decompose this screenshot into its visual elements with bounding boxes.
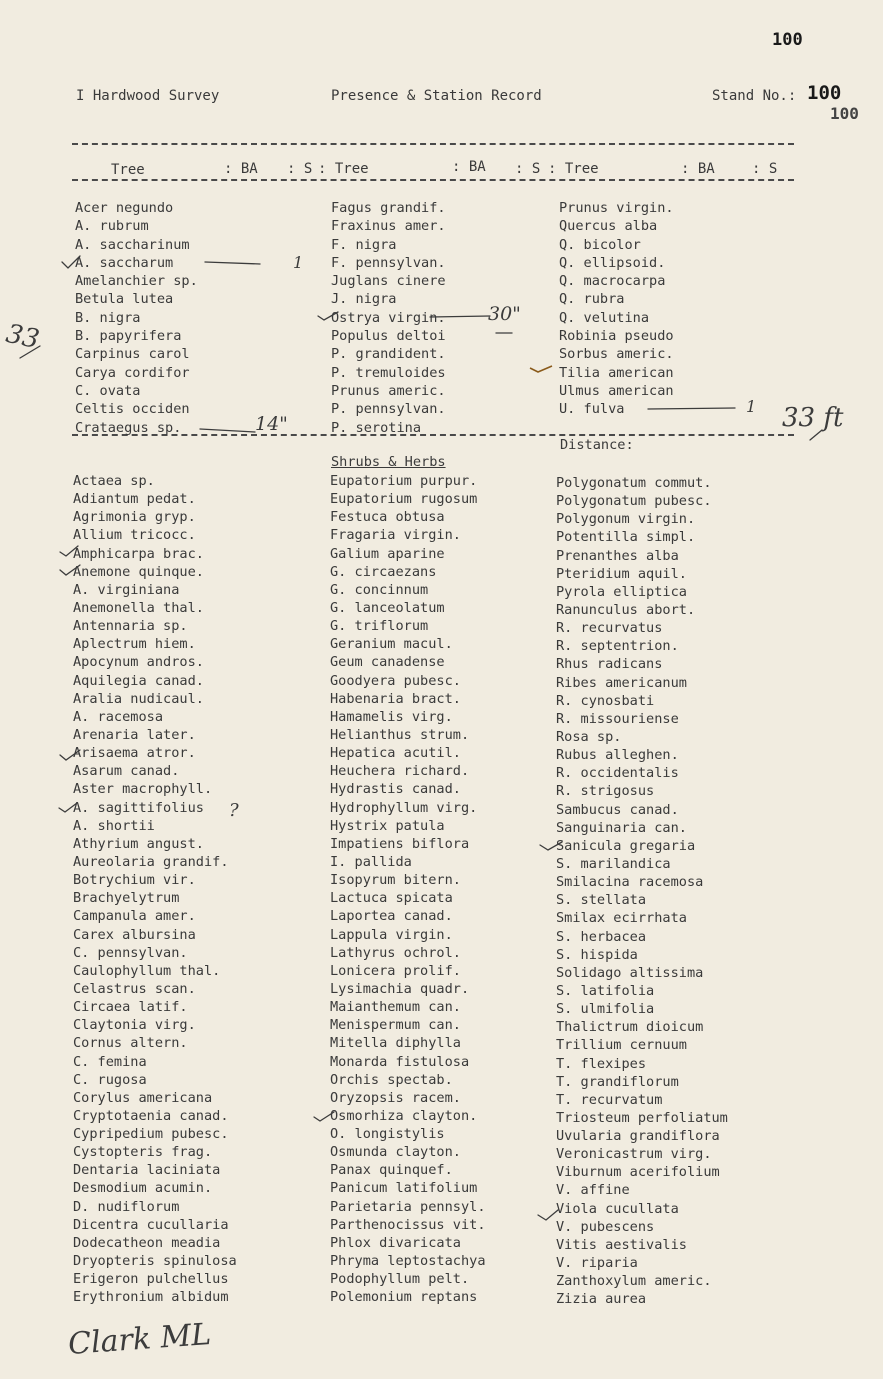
list-item: A. rubrum [75, 218, 149, 235]
list-item: Parthenocissus vit. [330, 1216, 486, 1233]
stamp-number-top: 100 [772, 30, 803, 50]
herb-column-1 [73, 472, 237, 1306]
list-item: C. femina [73, 1053, 147, 1070]
list-item: Phryma leptostachya [330, 1253, 486, 1270]
list-item: Phlox divaricata [330, 1234, 461, 1251]
list-item: Allium tricocc. [73, 527, 196, 544]
list-item: Viola cucullata [556, 1200, 679, 1217]
col-head-ba-1: : BA [224, 161, 258, 177]
list-item: Triosteum perfoliatum [556, 1109, 728, 1126]
list-item: Maianthemum can. [330, 999, 461, 1016]
list-item: Lathyrus ochrol. [330, 944, 461, 961]
list-item: Parietaria pennsyl. [330, 1198, 486, 1215]
list-item: F. nigra [331, 236, 397, 253]
list-item: Polemonium reptans [330, 1289, 478, 1306]
list-item: Acer negundo [75, 200, 174, 216]
list-item: Viburnum acerifolium [556, 1164, 720, 1181]
list-item: Aureolaria grandif. [73, 853, 229, 870]
list-item: Q. bicolor [559, 236, 641, 253]
list-item: Potentilla simpl. [556, 529, 696, 546]
col-head-tree-2: : Tree [318, 161, 369, 177]
ulmus-mark: 1 [746, 397, 757, 416]
list-item: D. nudiflorum [73, 1198, 180, 1215]
list-item: Dentaria laciniata [73, 1162, 221, 1179]
list-item: C. rugosa [73, 1071, 147, 1088]
distance-value: 33 ft [782, 403, 844, 433]
list-item: Hydrophyllum virg. [330, 799, 478, 816]
list-item: Cornus altern. [73, 1035, 188, 1052]
check-mark [538, 1210, 558, 1220]
list-item: G. lanceolatum [330, 599, 445, 616]
list-item: Sambucus canad. [556, 801, 679, 818]
col-head-ba-2: : BA [452, 159, 486, 175]
list-item: Hystrix patula [330, 817, 445, 834]
list-item: Festuca obtusa [330, 509, 445, 526]
list-item: Mitella diphylla [330, 1035, 461, 1052]
list-item: P. grandident. [331, 346, 446, 363]
col-head-tree-3: : Tree [548, 161, 599, 177]
list-item: Amelanchier sp. [75, 273, 198, 290]
list-item: Quercus alba [559, 218, 658, 235]
list-item: Podophyllum pelt. [330, 1271, 470, 1288]
signature: Clark ML [66, 1317, 213, 1362]
list-item: G. circaezans [330, 563, 437, 580]
list-item: Pteridium aquil. [556, 565, 687, 582]
list-item: S. ulmifolia [556, 1001, 655, 1018]
list-item: Ostrya virgin. [331, 309, 446, 326]
list-item: J. nigra [331, 291, 397, 308]
list-item: Celtis occiden [75, 401, 190, 418]
list-item: Q. macrocarpa [559, 273, 666, 290]
list-item: T. flexipes [556, 1055, 647, 1072]
list-item: Sanicula gregaria [556, 837, 696, 854]
stamp-number-right: 100 [830, 104, 859, 123]
list-item: Menispermum can. [330, 1017, 461, 1034]
list-item: Dodecatheon meadia [73, 1234, 221, 1251]
list-item: A. saccharinum [75, 236, 190, 253]
herb-column-2 [330, 472, 486, 1306]
list-item: Fagus grandif. [331, 200, 446, 216]
list-item: Panicum latifolium [330, 1180, 478, 1197]
list-item: Tilia american [559, 364, 674, 381]
stand-label: Stand No.: [712, 88, 797, 104]
survey-title: I Hardwood Survey [76, 88, 220, 104]
record-title: Presence & Station Record [331, 88, 542, 104]
list-item: O. longistylis [330, 1126, 445, 1143]
list-item: B. nigra [75, 309, 141, 326]
list-item: S. marilandica [556, 855, 671, 872]
list-item: T. grandiflorum [556, 1073, 679, 1090]
list-item: Thalictrum dioicum [556, 1019, 704, 1036]
list-item: Juglans cinere [331, 273, 446, 290]
list-item: Anemone quinque. [73, 563, 204, 580]
list-item: Lysimachia quadr. [330, 980, 470, 997]
list-item: A. sagittifolius [73, 799, 204, 816]
list-item: Aster macrophyll. [73, 781, 213, 798]
rule-column-header [72, 179, 794, 181]
list-item: V. affine [556, 1182, 630, 1199]
list-item: Smilacina racemosa [556, 874, 704, 891]
margin-number: 33 [3, 318, 42, 356]
list-item: Actaea sp. [73, 473, 155, 489]
list-item: Ribes americanum [556, 674, 687, 691]
ostrya-dbh: 30" [488, 303, 521, 325]
list-item: Osmunda clayton. [330, 1144, 461, 1161]
tree-column-3 [559, 199, 674, 419]
list-item: R. septentrion. [556, 638, 679, 655]
list-item: Amphicarpa brac. [73, 545, 204, 562]
rule-top [72, 143, 794, 145]
list-item: Geum canadense [330, 654, 445, 671]
list-item: G. triflorum [330, 618, 429, 635]
list-item: B. papyrifera [75, 328, 182, 345]
list-item: Prunus americ. [331, 382, 446, 399]
list-item: Aplectrum hiem. [73, 636, 196, 653]
list-item: Corylus americana [73, 1089, 213, 1106]
list-item: R. recurvatus [556, 620, 663, 637]
list-item: Erythronium albidum [73, 1289, 229, 1306]
tree-column-2 [331, 199, 446, 437]
list-item: Lonicera prolif. [330, 962, 461, 979]
list-item: S. stellata [556, 892, 647, 909]
list-item: Lactuca spicata [330, 890, 453, 907]
crataegus-dbh: 14" [255, 413, 288, 435]
list-item: R. occidentalis [556, 765, 679, 782]
list-item: Q. ellipsoid. [559, 254, 666, 271]
list-item: A. virginiana [73, 581, 180, 598]
list-item: Rhus radicans [556, 656, 663, 673]
list-item: Asarum canad. [73, 763, 180, 780]
saccharum-mark: 1 [293, 253, 304, 272]
list-item: A. shortii [73, 817, 155, 834]
check-mark [530, 366, 552, 372]
list-item: Impatiens biflora [330, 835, 470, 852]
list-item: Heuchera richard. [330, 763, 470, 780]
list-item: Fraxinus amer. [331, 218, 446, 235]
list-item: Robinia pseudo [559, 328, 674, 345]
list-item: Erigeron pulchellus [73, 1271, 229, 1288]
list-item: A. racemosa [73, 708, 164, 725]
col-head-tree-1: Tree [111, 162, 145, 178]
list-item: S. herbacea [556, 928, 647, 945]
list-item: Carex albursina [73, 926, 196, 943]
list-item: Polygonatum pubesc. [556, 493, 712, 510]
list-item: S. hispida [556, 946, 638, 963]
list-item: Ranunculus abort. [556, 601, 696, 618]
list-item: P. tremuloides [331, 364, 446, 381]
list-item: Sanguinaria can. [556, 819, 687, 836]
list-item: Prunus virgin. [559, 200, 674, 216]
list-item: V. riparia [556, 1255, 638, 1272]
list-item: Arisaema atror. [73, 745, 196, 762]
list-item: Pyrola elliptica [556, 583, 687, 600]
list-item: Eupatorium purpur. [330, 473, 478, 489]
list-item: R. missouriense [556, 710, 679, 727]
shrubs-heading: Shrubs & Herbs [331, 454, 446, 470]
list-item: Q. velutina [559, 309, 650, 326]
list-item: Cystopteris frag. [73, 1144, 213, 1161]
list-item: Dryopteris spinulosa [73, 1253, 237, 1270]
list-item: Prenanthes alba [556, 547, 679, 564]
list-item: Apocynum andros. [73, 654, 204, 671]
list-item: P. pennsylvan. [331, 401, 446, 418]
list-item: Zanthoxylum americ. [556, 1273, 712, 1290]
list-item: Polygonatum commut. [556, 475, 712, 491]
list-item: Athyrium angust. [73, 835, 204, 852]
list-item: Carya cordifor [75, 364, 190, 381]
col-head-ba-3: : BA [681, 161, 715, 177]
list-item: Polygonum virgin. [556, 511, 696, 528]
list-item: Laportea canad. [330, 908, 453, 925]
list-item: S. latifolia [556, 982, 655, 999]
list-item: Arenaria later. [73, 726, 196, 743]
list-item: Rosa sp. [556, 728, 622, 745]
list-item: Cryptotaenia canad. [73, 1107, 229, 1124]
list-item: Ulmus american [559, 382, 674, 399]
list-item: Rubus alleghen. [556, 747, 679, 764]
list-item: Hamamelis virg. [330, 708, 453, 725]
list-item: Caulophyllum thal. [73, 962, 221, 979]
list-item: Helianthus strum. [330, 726, 470, 743]
list-item: R. cynosbati [556, 692, 655, 709]
col-head-s-1: : S [287, 161, 313, 177]
tree-column-1 [75, 199, 198, 437]
list-item: G. concinnum [330, 581, 429, 598]
list-item: Desmodium acumin. [73, 1180, 213, 1197]
list-item: V. pubescens [556, 1218, 655, 1235]
list-item: Monarda fistulosa [330, 1053, 470, 1070]
list-item: Oryzopsis racem. [330, 1089, 461, 1106]
list-item: Dicentra cucullaria [73, 1216, 229, 1233]
list-item: Trillium cernuum [556, 1037, 687, 1054]
list-item: Antennaria sp. [73, 618, 188, 635]
list-item: Brachyelytrum [73, 890, 180, 907]
list-item: Galium aparine [330, 545, 445, 562]
list-item: T. recurvatum [556, 1091, 663, 1108]
list-item: C. ovata [75, 382, 141, 399]
list-item: Zizia aurea [556, 1291, 647, 1308]
list-item: Carpinus carol [75, 346, 190, 363]
col-head-s-2: : S [515, 161, 541, 177]
list-item: Hepatica acutil. [330, 745, 461, 762]
list-item: C. pennsylvan. [73, 944, 188, 961]
list-item: Aquilegia canad. [73, 672, 204, 689]
list-item: F. pennsylvan. [331, 254, 446, 271]
list-item: I. pallida [330, 853, 412, 870]
list-item: Eupatorium rugosum [330, 491, 478, 508]
list-item: Cypripedium pubesc. [73, 1126, 229, 1143]
list-item: Osmorhiza clayton. [330, 1107, 478, 1124]
list-item: P. serotina [331, 419, 422, 436]
list-item: Aralia nudicaul. [73, 690, 204, 707]
list-item: Veronicastrum virg. [556, 1146, 712, 1163]
list-item: Adiantum pedat. [73, 491, 196, 508]
list-item: Celastrus scan. [73, 980, 196, 997]
list-item: Goodyera pubesc. [330, 672, 461, 689]
list-item: Uvularia grandiflora [556, 1128, 720, 1145]
list-item: Botrychium vir. [73, 872, 196, 889]
query-mark: ? [229, 800, 239, 821]
distance-label: Distance: [560, 437, 634, 453]
list-item: Panax quinquef. [330, 1162, 453, 1179]
list-item: Vitis aestivalis [556, 1236, 687, 1253]
list-item: A. saccharum [75, 254, 174, 271]
list-item: Fragaria virgin. [330, 527, 461, 544]
list-item: Claytonia virg. [73, 1017, 196, 1034]
list-item: Anemonella thal. [73, 599, 204, 616]
list-item: R. strigosus [556, 783, 655, 800]
list-item: Crataegus sp. [75, 419, 182, 436]
herb-column-3 [556, 474, 728, 1308]
list-item: Populus deltoi [331, 328, 446, 345]
list-item: Lappula virgin. [330, 926, 453, 943]
list-item: Circaea latif. [73, 999, 188, 1016]
list-item: Hydrastis canad. [330, 781, 461, 798]
list-item: Betula lutea [75, 291, 174, 308]
list-item: Solidago altissima [556, 964, 704, 981]
list-item: Habenaria bract. [330, 690, 461, 707]
list-item: Campanula amer. [73, 908, 196, 925]
list-item: Q. rubra [559, 291, 625, 308]
list-item: Isopyrum bitern. [330, 872, 461, 889]
list-item: U. fulva [559, 401, 625, 418]
stand-number: 100 [807, 82, 842, 104]
list-item: Smilax ecirrhata [556, 910, 687, 927]
list-item: Geranium macul. [330, 636, 453, 653]
col-head-s-3: : S [752, 161, 778, 177]
list-item: Agrimonia gryp. [73, 509, 196, 526]
list-item: Sorbus americ. [559, 346, 674, 363]
tick-line [200, 429, 255, 432]
tick-line [205, 262, 260, 264]
list-item: Orchis spectab. [330, 1071, 453, 1088]
